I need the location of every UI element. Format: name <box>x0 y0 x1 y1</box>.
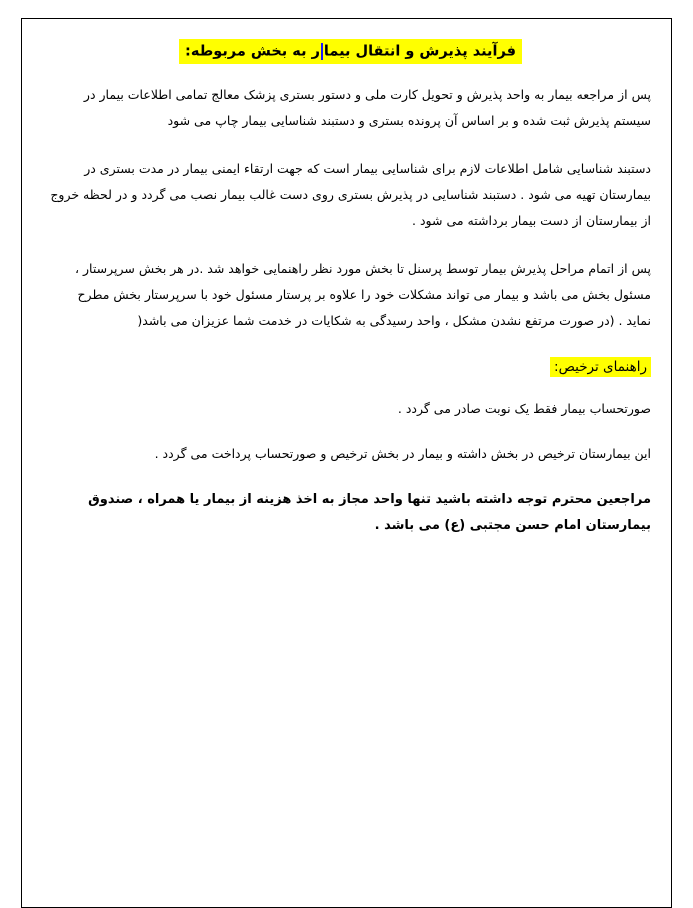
document-content <box>50 39 651 539</box>
document-page <box>21 18 672 908</box>
discharge-heading-container <box>50 356 651 377</box>
paragraph-ward-guidance: پس از اتمام مراحل پذیرش بیمار توسط پرسنل تا بخش مورد نظر راهنمایی خواهد شد .در هر بخش سرپرستار ، مسئول بخش می باشد و بیمار می تواند مشکلات خود را علاوه بر پرستار مسئول خود با سرپرستار بخش مطرح نماید . (در صورت مرتفع نشدن مشکل ، واحد رسیدگی به شکایات در خدمت شما عزیزان می باشد( <box>75 261 651 328</box>
discharge-heading: راهنمای ترخیص: <box>550 357 651 377</box>
title-container <box>50 39 651 64</box>
discharge-item: این بیمارستان ترخیص در بخش داشته و بیمار در بخش ترخیص و صورتحساب پرداخت می گردد . <box>154 446 651 461</box>
page-title <box>179 39 522 64</box>
title-text-start: فرآیند پذیرش و انتقال بیما <box>323 43 516 60</box>
paragraph-admission: پس از مراجعه بیمار به واحد پذیرش و تحویل کارت ملی و دستور بستری پزشک معالج تمامی اطلاعات بیمار در سیستم پذیرش ثبت شده و بر اساس آن پرونده بستری و دستبند شناسایی بیمار چاپ می شود <box>83 87 651 128</box>
payment-note: مراجعین محترم توجه داشته باشید تنها واحد مجاز به اخذ هزینه از بیمار یا همراه ، صندوق بیمارستان امام حسن مجتبی (ع) می باشد . <box>88 492 651 533</box>
paragraph-id-bracelet: دستبند شناسایی شامل اطلاعات لازم برای شناسایی بیمار است که جهت ارتقاء ایمنی بیمار در مدت بستری در بیمارستان تهیه می شود . دستبند شناسایی در پذیرش بستری روی دست غالب بیمار نصب می گردد و در لحظه خروج از بیمارستان از دست بیمار برداشته می شود . <box>50 161 651 228</box>
title-text-end: ر به بخش مربوطه: <box>185 43 320 60</box>
text-cursor <box>321 43 323 60</box>
discharge-item: صورتحساب بیمار فقط یک نوبت صادر می گردد . <box>397 401 651 416</box>
